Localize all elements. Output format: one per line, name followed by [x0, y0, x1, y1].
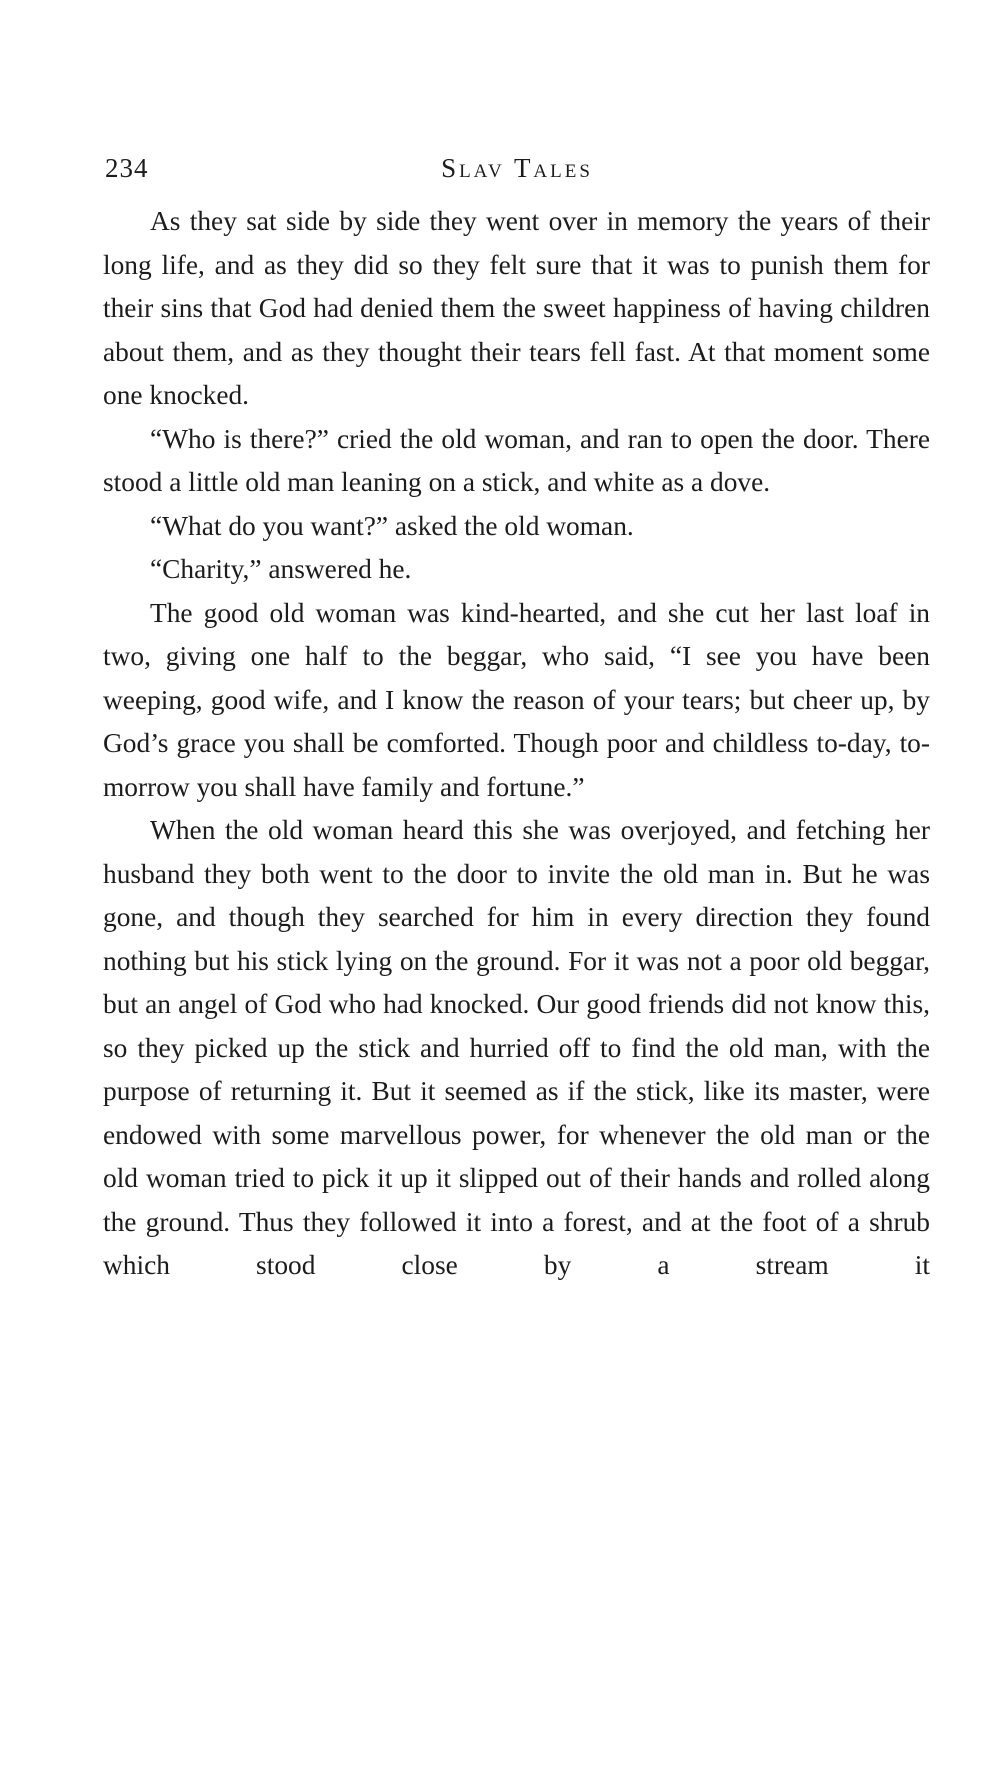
paragraph: The good old woman was kind-hearted, and she cut her last loaf in two, giving one half to the beggar, who said, “I see you have been weeping, good wife, and I know the reason of your tears; but cheer up, by God’s grace you shall be comforted. Though poor and childless to-day, to-morrow you shall have family and fortune.”	[103, 597, 930, 802]
body-text	[103, 200, 930, 1288]
paragraph: “Who is there?” cried the old woman, and ran to open the door. There stood a little old man leaning on a stick, and white as a dove.	[103, 423, 930, 497]
page-number: 234	[105, 153, 149, 183]
paragraph: “What do you want?” asked the old woman.	[150, 510, 634, 541]
page-header	[105, 148, 929, 188]
paragraph: As they sat side by side they went over in memory the years of their long life, and as they did so they felt sure that it was to punish them for their sins that God had denied them the sweet happiness of having children about them, and as they thought their tears fell fast. At that moment some one knocked.	[103, 206, 930, 410]
paragraph: When the old woman heard this she was overjoyed, and fetching her husband they both went to the door to invite the old man in. But he was gone, and though they searched for him in every direction they found nothing but his stick lying on the ground. For it was not a poor old beggar, but an angel of God who had knocked. Our good friends did not know this, so they picked up the stick and hurried off to find the old man, with the purpose of returning it. But it seemed as if the stick, like its master, were endowed with some marvellous power, for whenever the old man or the old woman tried to pick it up it slipped out of their hands and rolled along the ground. Thus they followed it into a forest, and at the foot of a shrub which stood close by a stream it	[103, 815, 930, 1280]
paragraph: “Charity,” answered he.	[150, 554, 412, 584]
running-title: Slav Tales	[441, 153, 593, 183]
